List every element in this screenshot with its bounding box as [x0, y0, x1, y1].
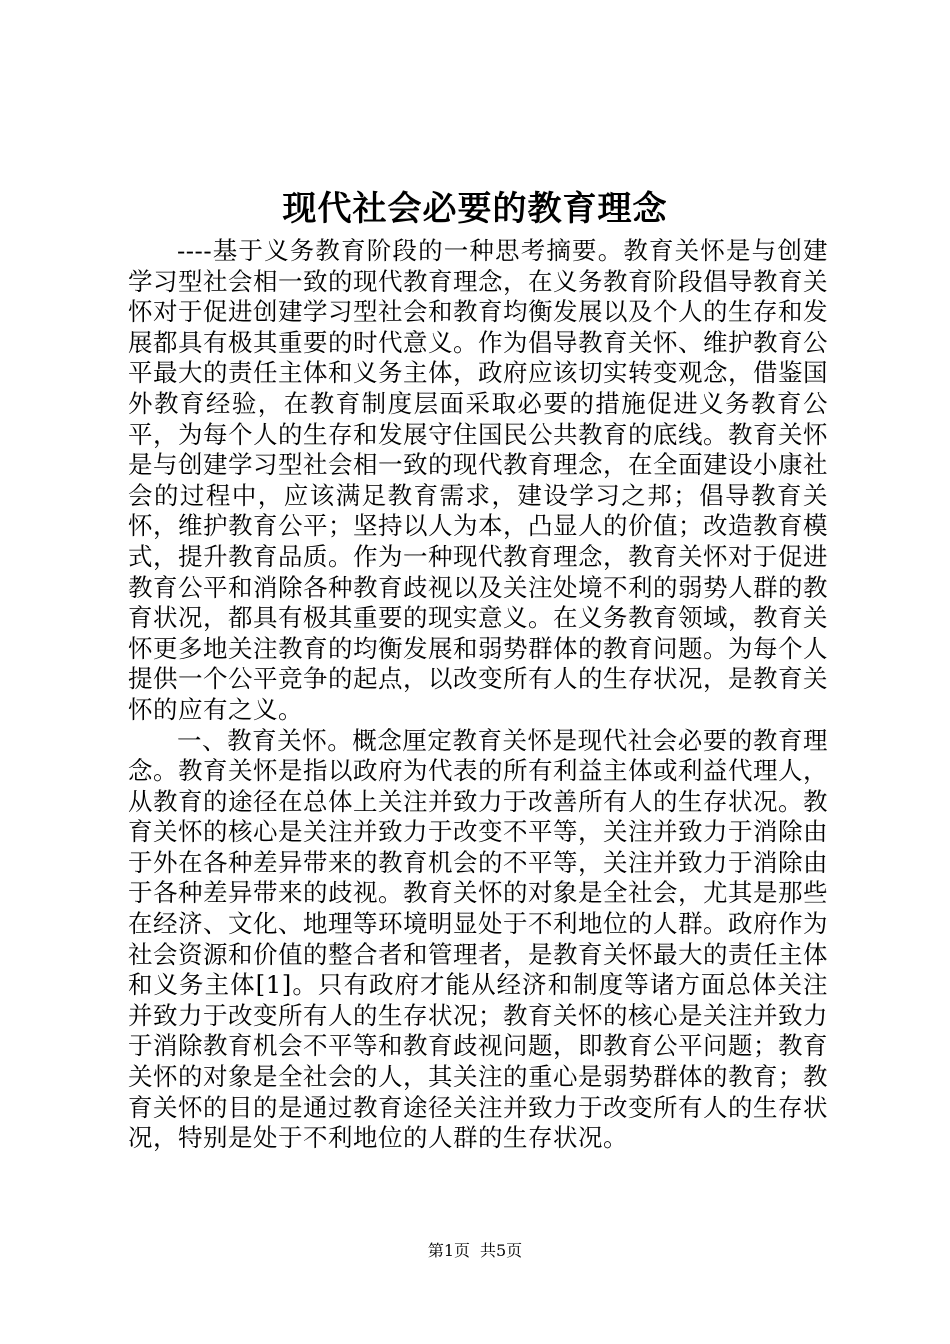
page-number-total: 共5页	[480, 1241, 523, 1260]
page-number-current: 第1页	[427, 1241, 470, 1260]
body-paragraph-abstract: ----基于义务教育阶段的一种思考摘要。教育关怀是与创建学习型社会相一致的现代教育理念，在义务教育阶段倡导教育关怀对于促进创建学习型社会和教育均衡发展以及个人的生存和发展都具有极其重要的时代意义。作为倡导教育关怀、维护教育公平最大的责任主体和义务主体，政府应该切实转变观念，借鉴国外教育经验，在教育制度层面采取必要的措施促进义务教育公平，为每个人的生存和发展守住国民公共教育的底线。教育关怀是与创建学习型社会相一致的现代教育理念，在全面建设小康社会的过程中，应该满足教育需求，建设学习之邦；倡导教育关怀，维护教育公平；坚持以人为本，凸显人的价值；改造教育模式，提升教育品质。作为一种现代教育理念，教育关怀对于促进教育公平和消除各种教育歧视以及关注处境不利的弱势人群的教育状况，都具有极其重要的现实意义。在义务教育领域，教育关怀更多地关注教育的均衡发展和弱势群体的教育问题。为每个人提供一个公平竞争的起点，以改变所有人的生存状况，是教育关怀的应有之义。	[128, 236, 828, 724]
body-paragraph-section-one: 一、教育关怀。概念厘定教育关怀是现代社会必要的教育理念。教育关怀是指以政府为代表的所有利益主体或利益代理人，从教育的途径在总体上关注并致力于改善所有人的生存状况。教育关怀的核心是关注并致力于改变不平等，关注并致力于消除由于外在各种差异带来的教育机会的不平等，关注并致力于消除由于各种差异带来的歧视。教育关怀的对象是全社会，尤其是那些在经济、文化、地理等环境明显处于不利地位的人群。政府作为社会资源和价值的整合者和管理者，是教育关怀最大的责任主体和义务主体[1]。只有政府才能从经济和制度等诸方面总体关注并致力于改变所有人的生存状况；教育关怀的核心是关注并致力于消除教育机会不平等和教育歧视问题，即教育公平问题；教育关怀的对象是全社会的人，其关注的重心是弱势群体的教育；教育关怀的目的是通过教育途径关注并致力于改变所有人的生存状况，特别是处于不利地位的人群的生存状况。	[128, 725, 828, 1153]
page-footer	[0, 1240, 950, 1262]
document-body	[128, 236, 828, 1154]
page-title: 现代社会必要的教育理念	[282, 189, 668, 229]
